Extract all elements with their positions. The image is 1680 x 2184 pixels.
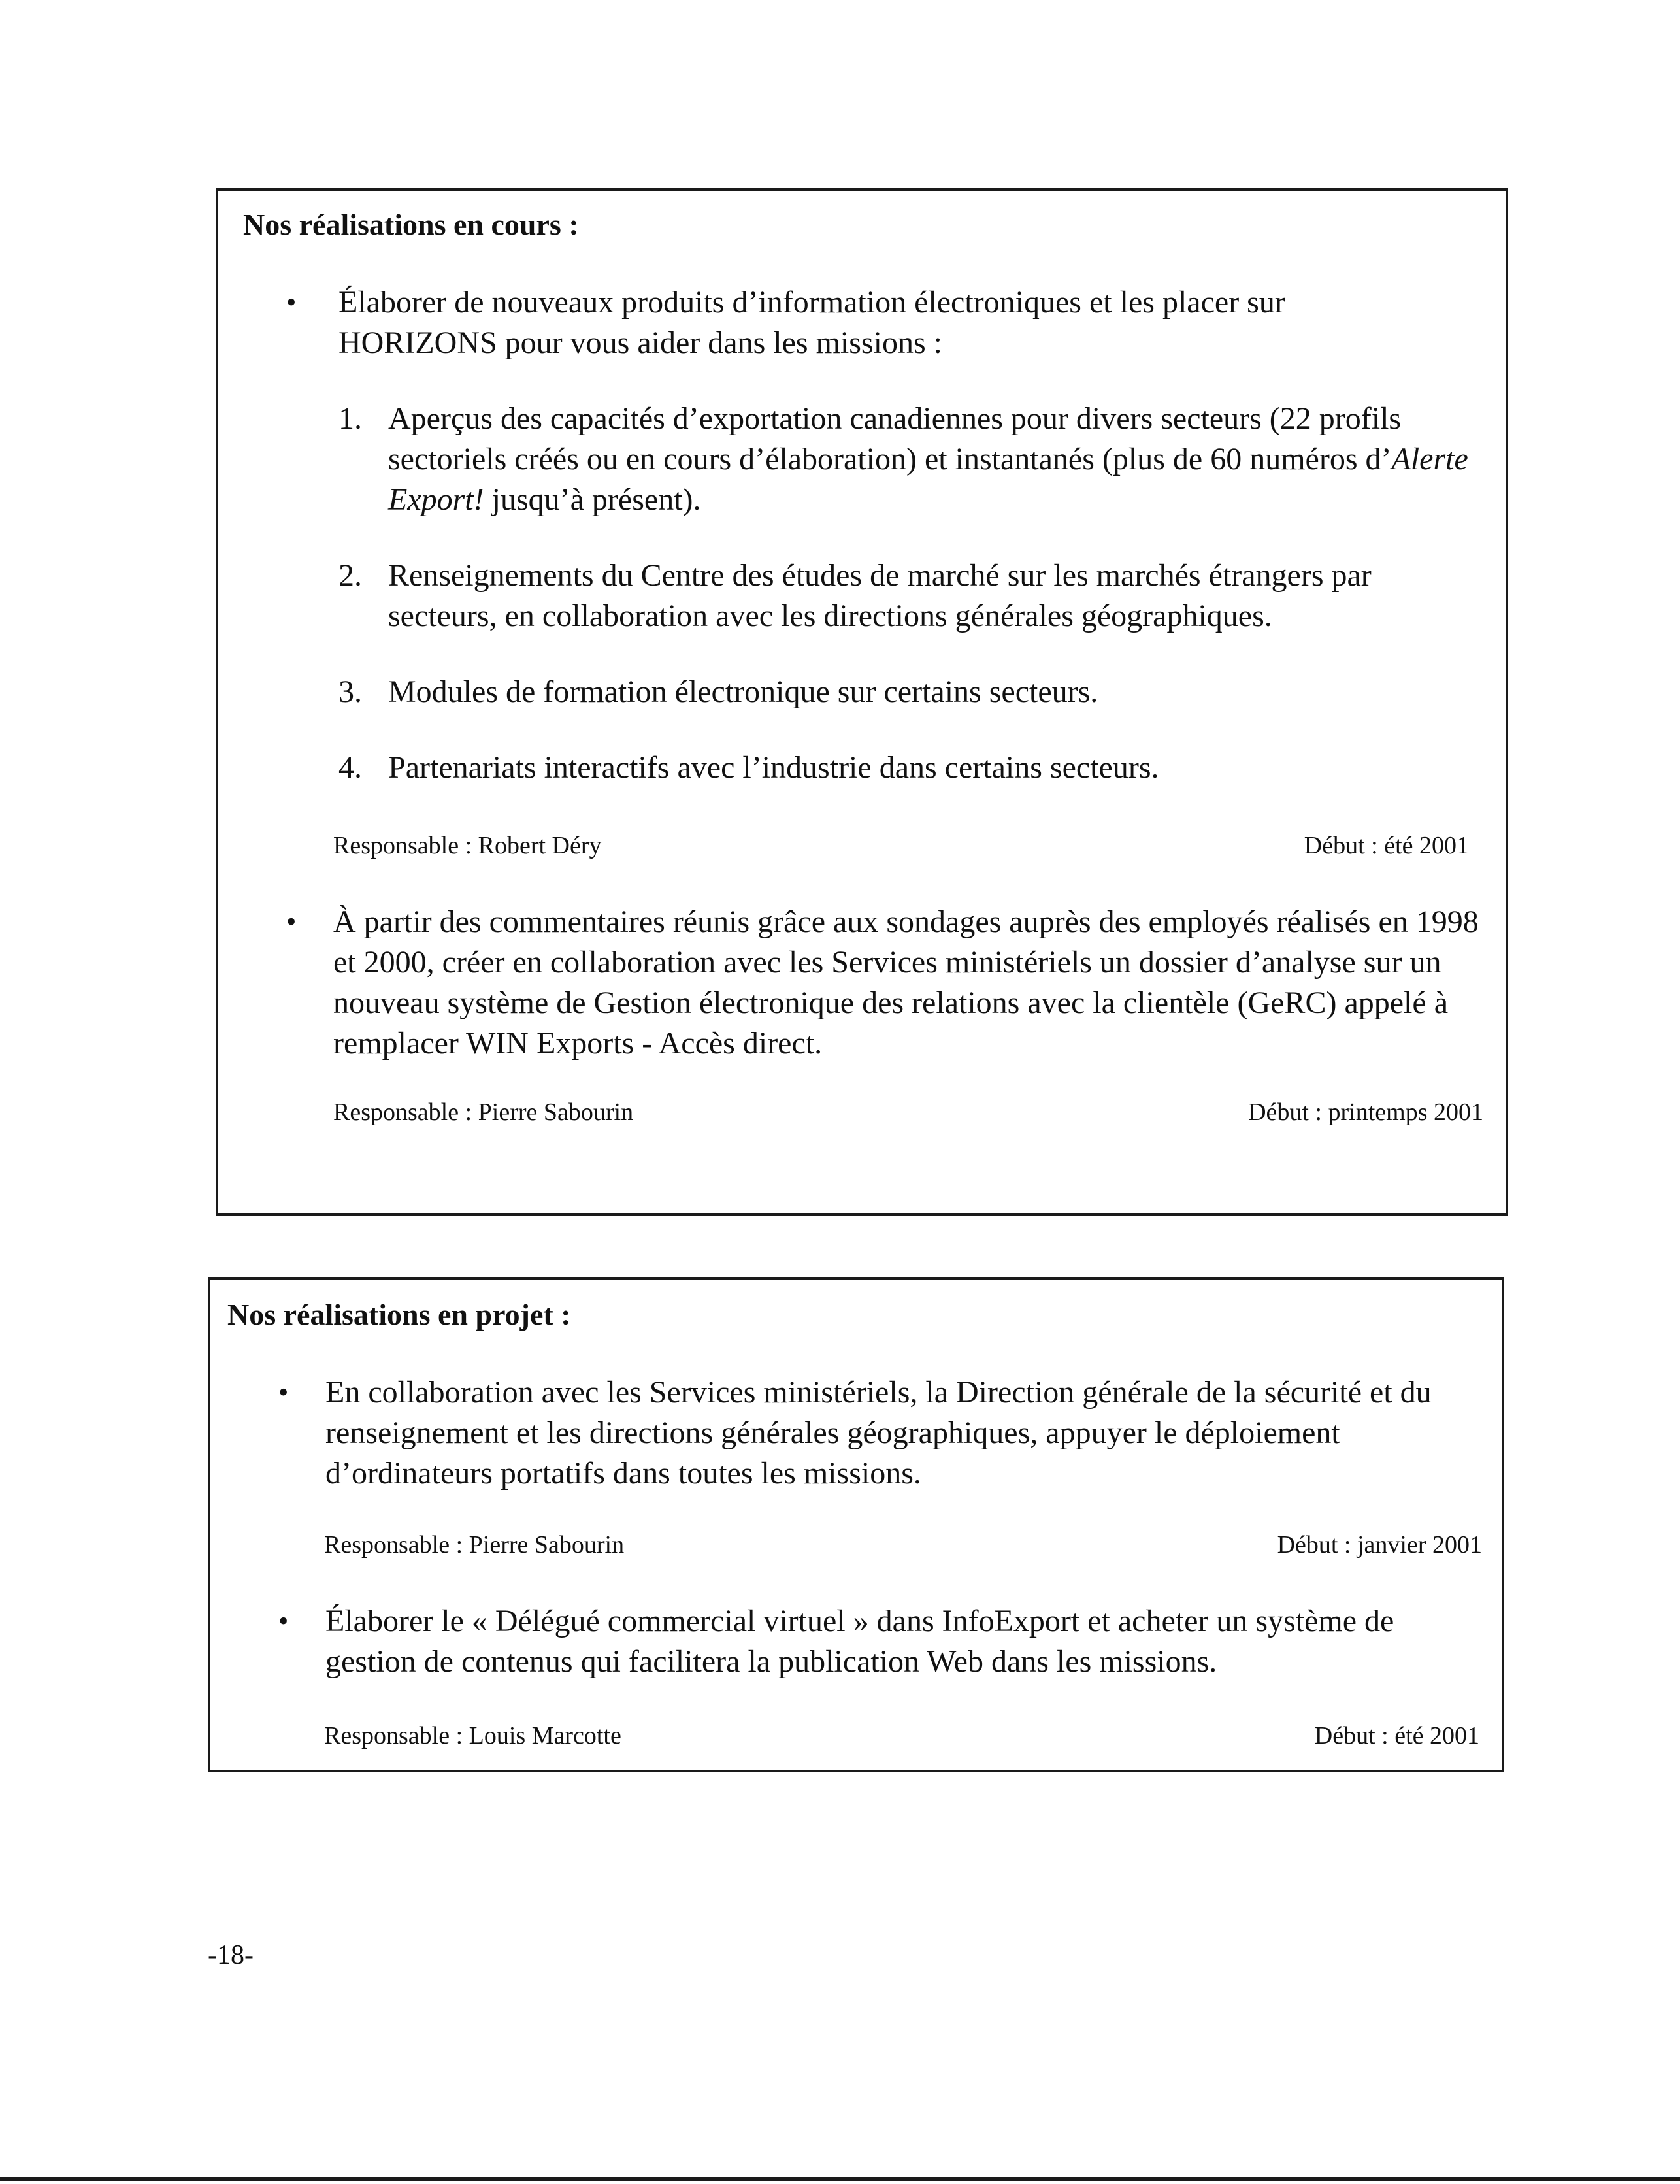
start-date-label: Début : printemps 2001 [1248,1099,1483,1126]
planned-achievements-title: Nos réalisations en projet : [227,1298,571,1331]
start-date-label: Début : été 2001 [1314,1722,1479,1749]
planned-achievements-box [208,1277,1504,1772]
page-number: -18- [208,1940,254,1970]
responsible-label: Responsable : Pierre Sabourin [324,1531,625,1559]
responsible-label: Responsable : Pierre Sabourin [333,1099,634,1126]
item-number: 4. [338,750,362,785]
bullet-icon: • [286,286,297,318]
planned-bullet-2-text: Élaborer le « Délégué commercial virtuel » dans InfoExport et acheter un système de gestion de contenus qui facilitera la publication Web dans les missions. [325,1604,1394,1679]
item-number: 2. [338,558,362,593]
planned-bullet-1-text: En collaboration avec les Services ministériels, la Direction générale de la sécurité et du renseignement et les directions générales géographiques, appuyer le déploiement d’ordinateurs portatifs dans toutes les missions. [325,1375,1432,1491]
bullet-icon: • [278,1605,289,1637]
item-4-text: Partenariats interactifs avec l’industrie dans certains secteurs. [388,750,1159,785]
item-number: 1. [338,401,362,436]
item-number: 3. [338,674,362,709]
item-1-italic-title: Alerte Export! [388,442,1468,517]
current-bullet-2-text: À partir des commentaires réunis grâce aux sondages auprès des employés réalisés en 1998 et 2000, créer en collaboration avec les Services ministériels un dossier d’analyse sur un nouveau système de Gestion électronique des relations avec la clientèle (GeRC) appelé à remplacer WIN Exports - Accès direct. [333,904,1479,1061]
responsible-label: Responsable : Robert Déry [333,832,602,859]
start-date-label: Début : été 2001 [1304,832,1469,859]
item-1-text: Aperçus des capacités d’exportation canadiennes pour divers secteurs (22 profils sectoriels créés ou en cours d’élaboration) et instantanés (plus de 60 numéros d’Alerte Export! jusqu’à présent). [388,401,1468,517]
item-3-text: Modules de formation électronique sur certains secteurs. [388,674,1098,709]
start-date-label: Début : janvier 2001 [1277,1531,1482,1559]
responsible-label: Responsable : Louis Marcotte [324,1722,621,1749]
current-bullet-1-text: Élaborer de nouveaux produits d’information électroniques et les placer sur HORIZONS pour vous aider dans les missions : [338,285,1285,360]
item-2-text: Renseignements du Centre des études de marché sur les marchés étrangers par secteurs, en collaboration avec les directions générales géographiques. [388,558,1372,633]
bullet-icon: • [286,906,297,938]
bullet-icon: • [278,1376,289,1408]
bottom-edge-line [0,2177,1680,2181]
current-achievements-title: Nos réalisations en cours : [243,208,579,241]
